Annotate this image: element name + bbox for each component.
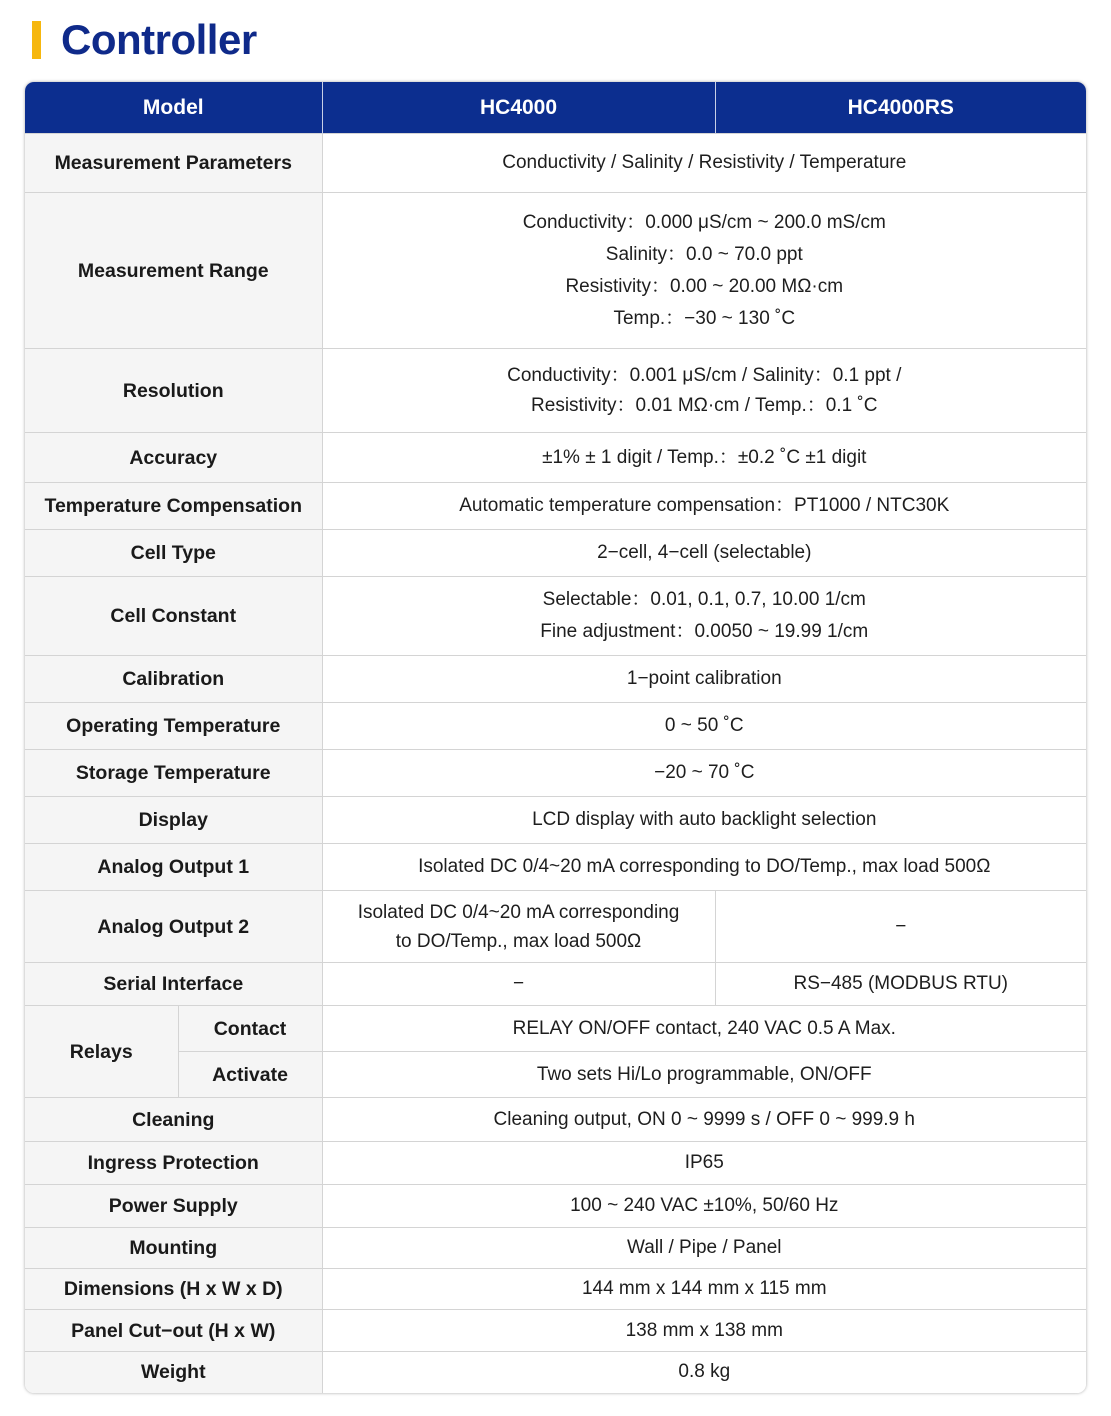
resolution-line-1: Conductivity：0.001 μS/cm / Salinity：0.1 ppt / xyxy=(507,364,902,386)
label-relays-contact: Contact xyxy=(178,1006,322,1052)
value-cleaning: Cleaning output, ON 0 ~ 9999 s / OFF 0 ~ 999.9 h xyxy=(322,1098,1086,1142)
value-analog-output-2-hc4000rs: − xyxy=(715,891,1086,963)
label-dimensions: Dimensions (H x W x D) xyxy=(25,1269,322,1310)
value-panel-cutout: 138 mm x 138 mm xyxy=(322,1310,1086,1352)
range-temp: Temp.：−30 ~ 130 ˚C xyxy=(613,307,796,329)
label-calibration: Calibration xyxy=(25,656,322,703)
label-resolution: Resolution xyxy=(25,349,322,433)
value-temperature-compensation: Automatic temperature compensation：PT1000 / NTC30K xyxy=(322,483,1086,530)
row-weight xyxy=(25,1352,1086,1393)
label-accuracy: Accuracy xyxy=(25,433,322,483)
row-analog-output-2 xyxy=(25,891,1086,963)
label-serial-interface: Serial Interface xyxy=(25,963,322,1006)
value-analog-output-2-hc4000 xyxy=(322,891,715,963)
row-analog-output-1 xyxy=(25,844,1086,891)
page-title: Controller xyxy=(61,16,257,63)
row-ingress-protection xyxy=(25,1142,1086,1185)
value-cell-type: 2−cell, 4−cell (selectable) xyxy=(322,530,1086,577)
row-measurement-parameters xyxy=(25,134,1086,193)
label-analog-output-2: Analog Output 2 xyxy=(25,891,322,963)
label-cell-type: Cell Type xyxy=(25,530,322,577)
row-calibration xyxy=(25,656,1086,703)
header-hc4000rs: HC4000RS xyxy=(715,82,1086,134)
label-measurement-parameters: Measurement Parameters xyxy=(25,134,322,193)
value-serial-interface-hc4000: − xyxy=(322,963,715,1006)
value-storage-temperature: −20 ~ 70 ˚C xyxy=(322,750,1086,797)
value-dimensions: 144 mm x 144 mm x 115 mm xyxy=(322,1269,1086,1310)
header-hc4000: HC4000 xyxy=(322,82,715,134)
value-power-supply: 100 ~ 240 VAC ±10%, 50/60 Hz xyxy=(322,1185,1086,1228)
resolution-line-2: Resistivity：0.01 MΩ·cm / Temp.：0.1 ˚C xyxy=(531,394,878,416)
title-accent-bar xyxy=(32,21,41,59)
row-cell-constant xyxy=(25,577,1086,656)
row-mounting xyxy=(25,1228,1086,1269)
row-dimensions xyxy=(25,1269,1086,1310)
row-temperature-compensation xyxy=(25,483,1086,530)
value-measurement-range xyxy=(322,193,1086,349)
value-mounting: Wall / Pipe / Panel xyxy=(322,1228,1086,1269)
label-power-supply: Power Supply xyxy=(25,1185,322,1228)
value-measurement-parameters: Conductivity / Salinity / Resistivity / Temperature xyxy=(322,134,1086,193)
label-operating-temperature: Operating Temperature xyxy=(25,703,322,750)
header-row xyxy=(25,82,1086,134)
range-salinity: Salinity：0.0 ~ 70.0 ppt xyxy=(605,243,803,265)
row-resolution xyxy=(25,349,1086,433)
label-measurement-range: Measurement Range xyxy=(25,193,322,349)
value-cell-constant xyxy=(322,577,1086,656)
label-panel-cutout: Panel Cut−out (H x W) xyxy=(25,1310,322,1352)
value-relays-activate: Two sets Hi/Lo programmable, ON/OFF xyxy=(322,1052,1086,1098)
value-serial-interface-hc4000rs: RS−485 (MODBUS RTU) xyxy=(715,963,1086,1006)
row-relays-contact xyxy=(25,1006,1086,1052)
row-operating-temperature xyxy=(25,703,1086,750)
row-panel-cutout xyxy=(25,1310,1086,1352)
label-analog-output-1: Analog Output 1 xyxy=(25,844,322,891)
analog-output-2-line-1: Isolated DC 0/4~20 mA corresponding xyxy=(357,901,680,923)
label-storage-temperature: Storage Temperature xyxy=(25,750,322,797)
row-storage-temperature xyxy=(25,750,1086,797)
row-measurement-range xyxy=(25,193,1086,349)
range-resistivity: Resistivity：0.00 ~ 20.00 MΩ·cm xyxy=(565,275,844,297)
value-accuracy: ±1% ± 1 digit / Temp.：±0.2 ˚C ±1 digit xyxy=(322,433,1086,483)
value-analog-output-1: Isolated DC 0/4~20 mA corresponding to DO/Temp., max load 500Ω xyxy=(322,844,1086,891)
value-relays-contact: RELAY ON/OFF contact, 240 VAC 0.5 A Max. xyxy=(322,1006,1086,1052)
label-cell-constant: Cell Constant xyxy=(25,577,322,656)
value-display: LCD display with auto backlight selection xyxy=(322,797,1086,844)
label-mounting: Mounting xyxy=(25,1228,322,1269)
row-power-supply xyxy=(25,1185,1086,1228)
spec-table xyxy=(25,82,1086,1393)
label-temperature-compensation: Temperature Compensation xyxy=(25,483,322,530)
cell-constant-fine: Fine adjustment：0.0050 ~ 19.99 1/cm xyxy=(540,621,869,642)
range-conductivity: Conductivity：0.000 μS/cm ~ 200.0 mS/cm xyxy=(522,211,886,233)
value-calibration: 1−point calibration xyxy=(322,656,1086,703)
row-accuracy xyxy=(25,433,1086,483)
value-ingress-protection: IP65 xyxy=(322,1142,1086,1185)
cell-constant-selectable: Selectable：0.01, 0.1, 0.7, 10.00 1/cm xyxy=(542,589,866,610)
value-operating-temperature: 0 ~ 50 ˚C xyxy=(322,703,1086,750)
label-relays-activate: Activate xyxy=(178,1052,322,1098)
row-cell-type xyxy=(25,530,1086,577)
label-ingress-protection: Ingress Protection xyxy=(25,1142,322,1185)
analog-output-2-line-2: to DO/Temp., max load 500Ω xyxy=(395,930,642,952)
header-model: Model xyxy=(25,82,322,134)
row-display xyxy=(25,797,1086,844)
row-relays-activate xyxy=(25,1052,1086,1098)
spec-table-card xyxy=(25,82,1086,1393)
label-weight: Weight xyxy=(25,1352,322,1393)
page-header xyxy=(32,14,257,66)
label-cleaning: Cleaning xyxy=(25,1098,322,1142)
label-display: Display xyxy=(25,797,322,844)
value-weight: 0.8 kg xyxy=(322,1352,1086,1393)
row-serial-interface xyxy=(25,963,1086,1006)
row-cleaning xyxy=(25,1098,1086,1142)
label-relays: Relays xyxy=(25,1006,178,1098)
value-resolution xyxy=(322,349,1086,433)
